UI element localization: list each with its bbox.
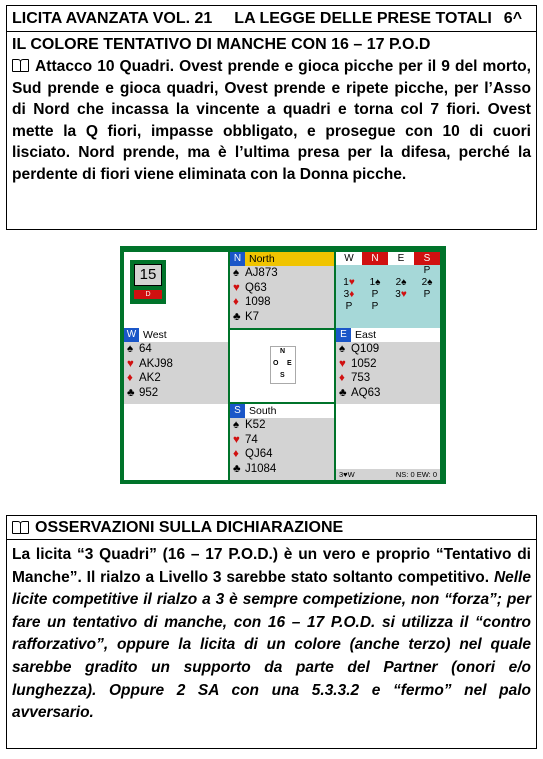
auction-row: 1♥ 1♠ 2♠ 2♠ <box>343 277 433 288</box>
spade-icon: ♠ <box>233 419 240 431</box>
auction-table <box>336 252 440 328</box>
diamond-icon: ♦ <box>233 296 239 309</box>
subtitle: IL COLORE TENTATIVO DI MANCHE CON 16 – 17 P.O.D <box>12 36 431 53</box>
west-name: West <box>143 328 167 341</box>
north-hearts: Q63 <box>245 281 267 294</box>
east-diamonds: 753 <box>351 372 371 385</box>
result-cell <box>336 404 440 480</box>
dealer-badge: D <box>134 290 162 299</box>
south-hand <box>230 404 334 480</box>
lesson-title: LA LEGGE DELLE PRESE TOTALI <box>234 9 492 27</box>
diamond-icon: ♦ <box>127 372 133 385</box>
observations-paragraph: La licita “3 Quadri” (16 – 17 P.O.D.) è un vero e proprio “Tentativo di Manche”. Il rialzo a Livello 3 sarebbe stato soltanto competitivo. Nelle licite competitive il rialzo a 3 è sempre competizione, non “forza”; per fare un tentativo di manche, con 16 – 17 P.O.D. si utilizza il “contro rafforzativo”, oppure la licita di un colore (anche terzo) nel quale sarebbe gradito un supporto da parte del Partner (onori e/o lunghezza). Oppure 2 SA con una 5.3.3.2 e “fermo” nel palo avversario. <box>12 546 531 722</box>
observations-heading-bar <box>7 516 536 540</box>
series-title: LICITA AVANZATA VOL. 21 <box>12 9 213 27</box>
observations-box <box>6 515 537 749</box>
intro-box <box>6 5 537 230</box>
compass-icon: N O E S <box>270 346 296 384</box>
heart-icon: ♥ <box>339 357 346 370</box>
west-dir: W <box>124 328 139 342</box>
book-icon <box>12 521 29 534</box>
west-hand <box>124 328 228 404</box>
south-hearts: 74 <box>245 433 258 446</box>
north-spades: AJ873 <box>245 267 278 279</box>
south-name: South <box>249 404 277 417</box>
board-number-box <box>130 260 166 304</box>
diamond-icon: ♦ <box>233 448 239 461</box>
club-icon: ♣ <box>233 310 241 323</box>
subtitle-bar <box>7 32 536 58</box>
heart-icon: ♥ <box>233 433 240 446</box>
north-diamonds: 1098 <box>245 296 271 309</box>
north-clubs: K7 <box>245 310 260 323</box>
score: NS: 0 EW: 0 <box>395 470 437 479</box>
club-icon: ♣ <box>233 462 241 475</box>
north-hand <box>230 252 334 328</box>
west-diamonds: AK2 <box>139 372 161 385</box>
contract: 3♥W <box>339 470 355 479</box>
south-diamonds: QJ64 <box>245 448 273 461</box>
east-spades: Q109 <box>351 343 380 355</box>
spade-icon: ♠ <box>339 343 346 355</box>
spade-icon: ♠ <box>233 267 240 279</box>
south-spades: K52 <box>245 419 266 431</box>
south-dir: S <box>230 404 245 418</box>
north-name: North <box>249 252 275 265</box>
east-name: East <box>355 328 377 341</box>
bridge-diagram <box>120 246 446 484</box>
observations-italic: Nelle licite competitive il rialzo a 3 è sempre competizione, non “forza”; per fare un tentativo di manche, con 16 – 17 P.O.D. si utilizza il “contro rafforzativo”, oppure la licita di un colore (anche terzo) nel quale sarebbe gradito un supporto da parte del Partner (onori e/o lunghezza). Oppure 2 SA con una 5.3.3.2 e “fermo” nel palo avversario. <box>12 568 531 722</box>
west-hearts: AKJ98 <box>139 357 173 370</box>
board-number: 15 <box>134 264 162 286</box>
heart-icon: ♥ <box>233 281 240 294</box>
club-icon: ♣ <box>127 386 135 399</box>
north-dir: N <box>230 252 245 266</box>
board-info <box>124 252 228 328</box>
east-hand <box>336 328 440 404</box>
title-bar <box>7 6 536 32</box>
intro-paragraph: Attacco 10 Quadri. Ovest prende e gioca picche per il 9 del morto, Sud prende e gioca quadri, Ovest prende e ripete picche, per l’Asso di Nord che incassa la vincente a quadri e torna col 7 fiori. Ovest mette la Q fiori, impasse obbligato, e prosegue con 10 di cuori lisciato. Nord prende, ma è l’ultima presa per la difesa, perché la perdente di fiori viene eliminata con la Donna picche. <box>12 58 531 183</box>
west-spades: 64 <box>139 343 152 355</box>
club-icon: ♣ <box>339 386 347 399</box>
auction-row: 3♦ P 3♥ P <box>343 289 431 300</box>
heart-icon: ♥ <box>127 357 134 370</box>
east-dir: E <box>336 328 351 342</box>
observations-heading: OSSERVAZIONI SULLA DICHIARAZIONE <box>35 518 344 536</box>
diamond-icon: ♦ <box>339 372 345 385</box>
south-clubs: J1084 <box>245 462 277 475</box>
lesson-number: 6^ <box>503 9 523 27</box>
book-icon <box>12 59 29 72</box>
west-clubs: 952 <box>139 386 159 399</box>
auction-row: P P <box>345 301 379 312</box>
east-hearts: 1052 <box>351 357 377 370</box>
result-bar <box>336 469 440 480</box>
auction-header: W N E S <box>336 252 440 265</box>
spade-icon: ♠ <box>127 343 134 355</box>
east-clubs: AQ63 <box>351 386 381 399</box>
table-center <box>230 330 334 402</box>
empty-cell <box>124 404 228 480</box>
auction-row: P <box>423 265 431 276</box>
